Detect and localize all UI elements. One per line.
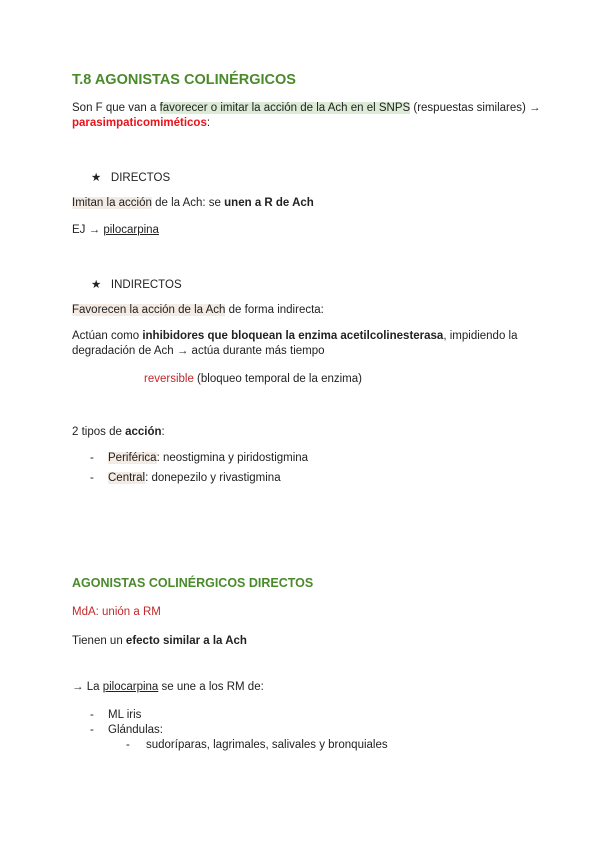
sub-list-item: - sudoríparas, lagrimales, salivales y bronquiales xyxy=(126,739,388,751)
indirectos-p1: Actúan como inhibidores que bloquean la enzima acetilcolinesterasa, impidiendo la xyxy=(72,330,518,342)
list-item: - Glándulas: xyxy=(90,724,163,736)
list-item: - Central: donepezilo y rivastigmina xyxy=(90,472,281,484)
list-item: - ML iris xyxy=(90,709,142,721)
indirectos-heading: ★ INDIRECTOS xyxy=(91,279,182,291)
indirectos-p2: degradación de Ach → actúa durante más tiempo xyxy=(72,345,325,357)
directos-example: EJ → pilocarpina xyxy=(72,224,159,236)
mda-line: MdA: unión a RM xyxy=(72,606,161,618)
indirectos-desc: Favorecen la acción de la Ach de forma indirecta: xyxy=(72,304,324,316)
intro-term: parasimpaticomiméticos: xyxy=(72,117,211,129)
list-item: - Periférica: neostigmina y piridostigmina xyxy=(90,452,309,464)
intro-line: Son F que van a favorecer o imitar la acción de la Ach en el SNPS (respuestas similares) → xyxy=(72,102,541,114)
section-title: AGONISTAS COLINÉRGICOS DIRECTOS xyxy=(72,576,314,590)
star-icon: ★ xyxy=(91,172,102,184)
tipos-line: 2 tipos de acción: xyxy=(72,426,165,438)
pilocarpina-line: → La pilocarpina se une a los RM de: xyxy=(72,681,264,693)
reversible-line: reversible (bloqueo temporal de la enzima) xyxy=(144,373,362,385)
efecto-line: Tienen un efecto similar a la Ach xyxy=(72,635,247,647)
page-title: T.8 AGONISTAS COLINÉRGICOS xyxy=(72,72,296,88)
directos-heading: ★ DIRECTOS xyxy=(91,172,171,184)
star-icon: ★ xyxy=(91,279,102,291)
directos-desc: Imitan la acción de la Ach: se unen a R de Ach xyxy=(72,197,314,209)
